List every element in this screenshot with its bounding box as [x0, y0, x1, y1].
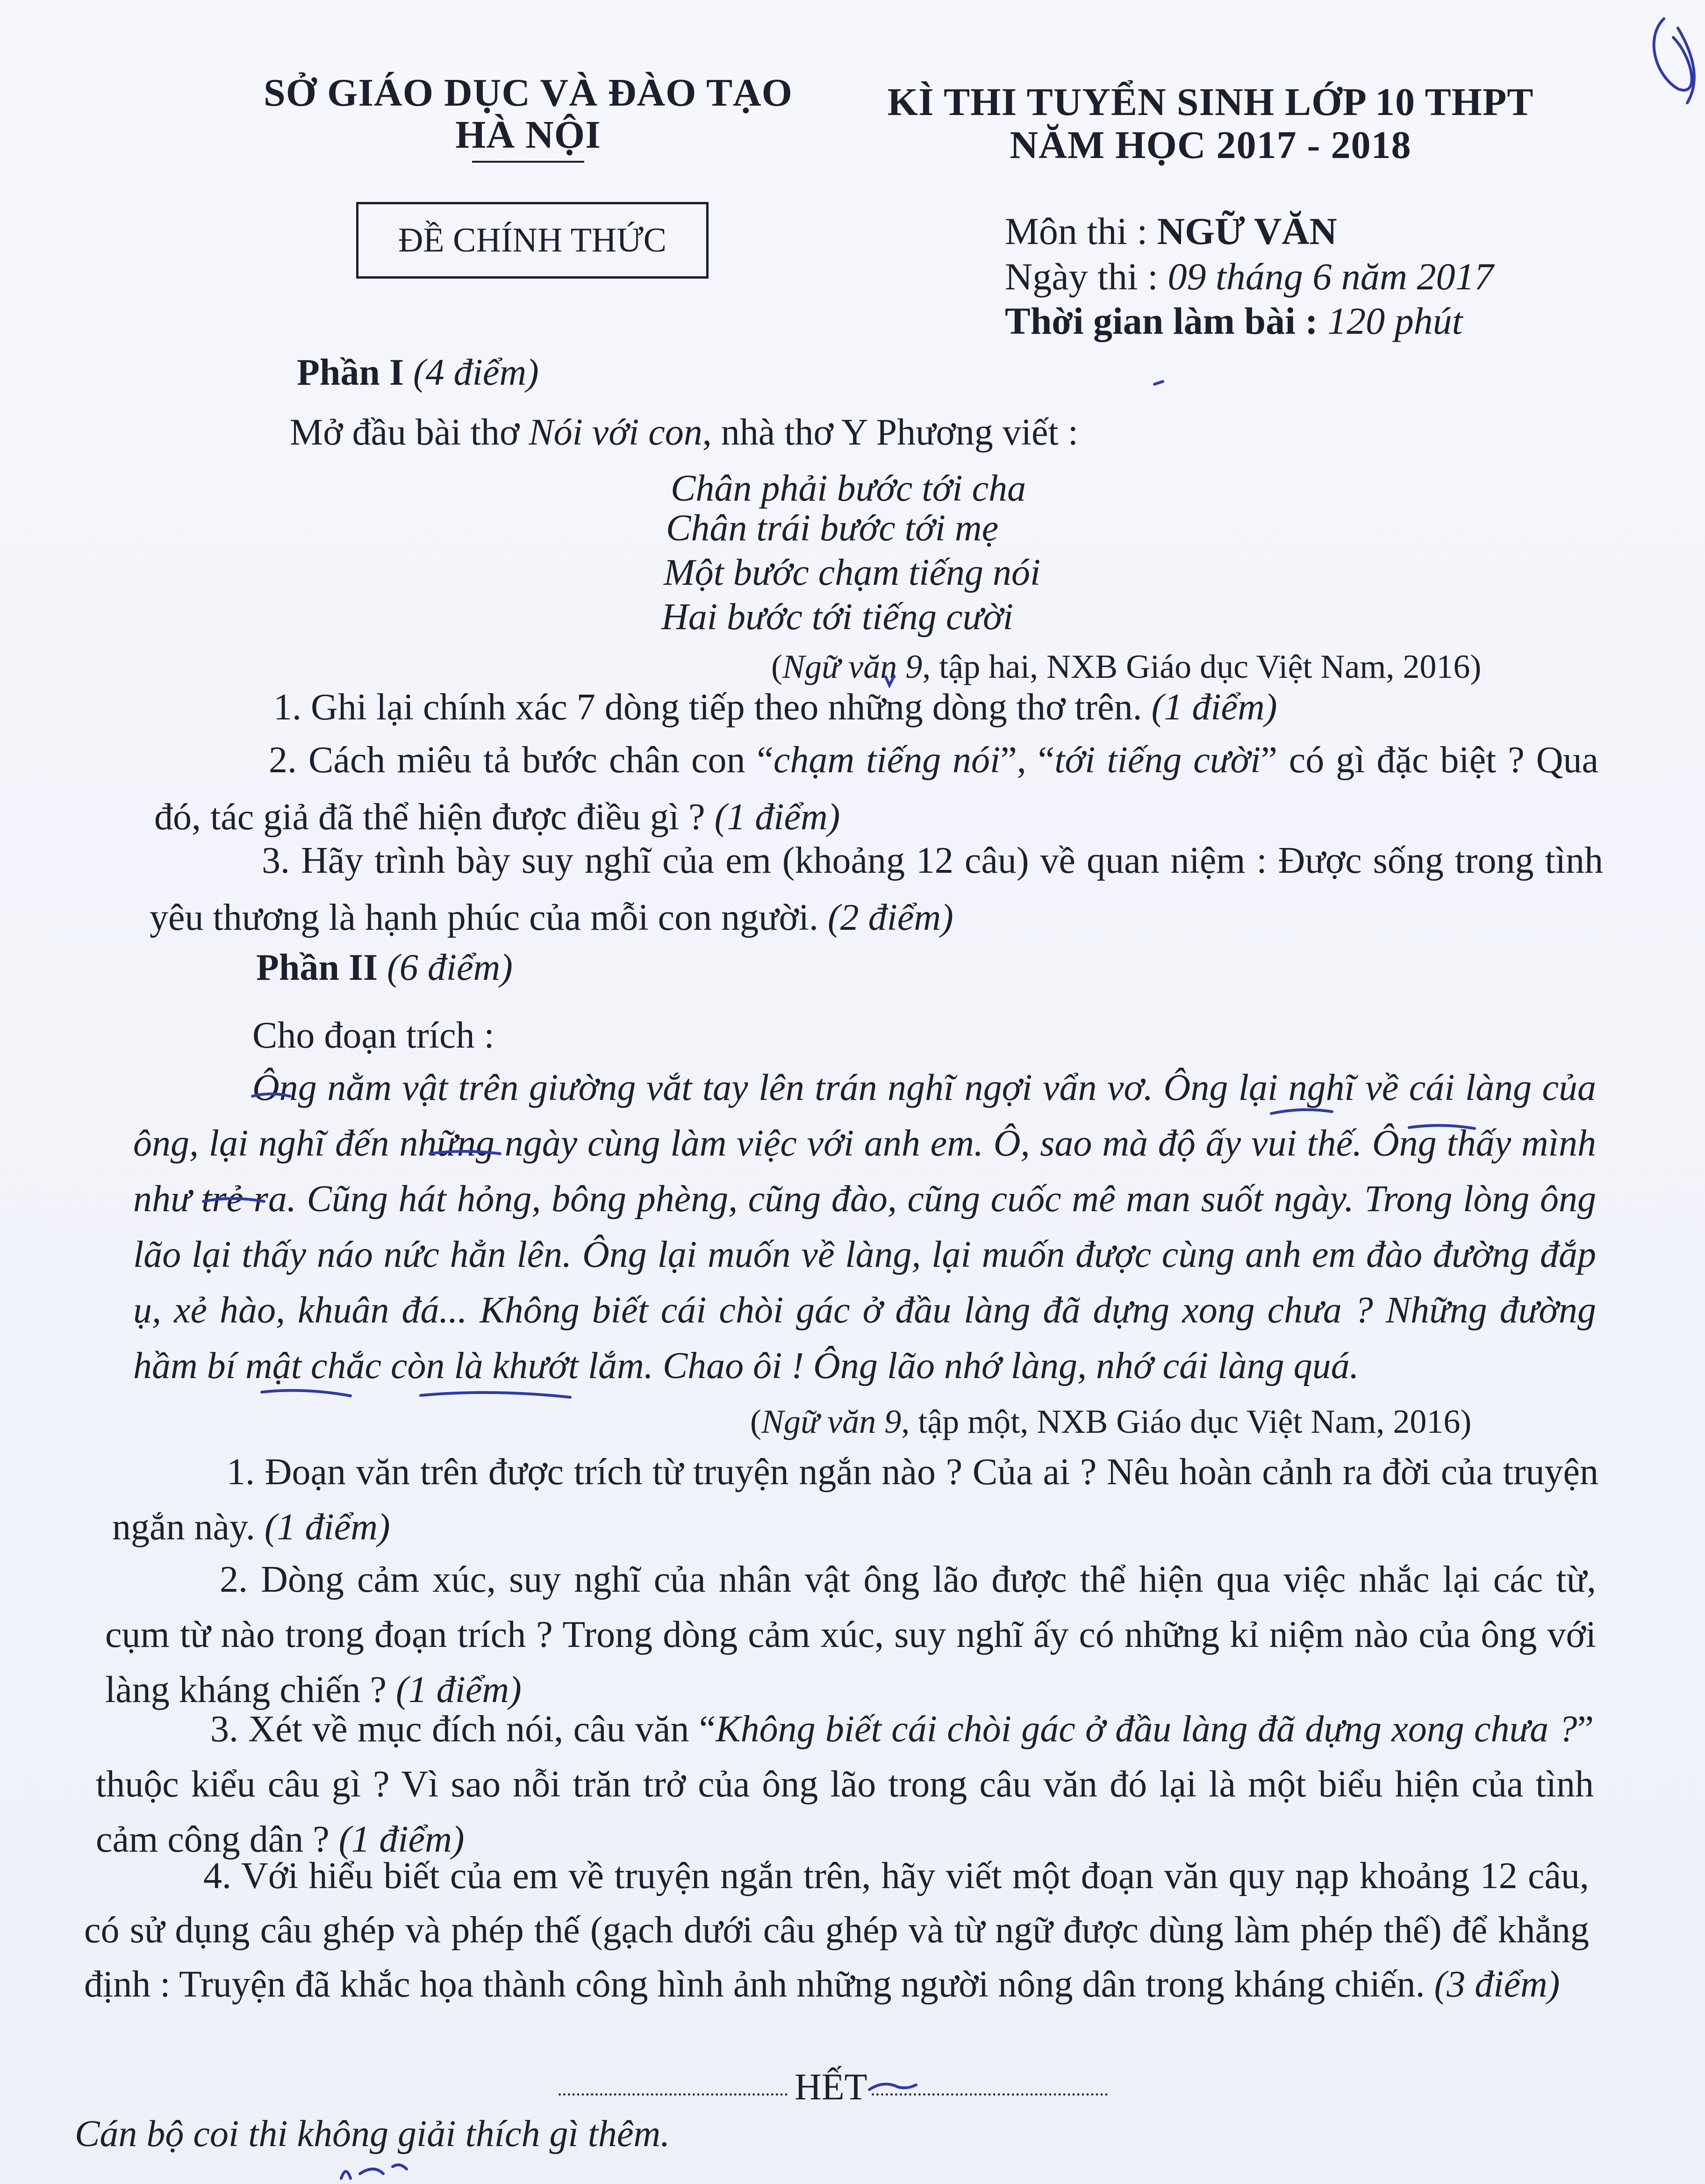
handwriting-scribble-icon — [341, 2165, 407, 2178]
date-label: Ngày thi : — [1005, 255, 1158, 298]
city-name: HÀ NỘI — [455, 113, 601, 157]
part1-intro-before: Mở đầu bài thơ — [290, 412, 529, 453]
source-open: ( — [750, 1403, 761, 1440]
department-name: SỞ GIÁO DỤC VÀ ĐÀO TẠO — [263, 71, 793, 115]
subject-value: NGỮ VĂN — [1157, 210, 1337, 252]
underline-mark — [1271, 1110, 1332, 1114]
source-rest: , tập hai, NXB Giáo dục Việt Nam, 2016) — [922, 648, 1482, 685]
underline-mark — [430, 1151, 500, 1154]
question-text: 1. Ghi lại chính xác 7 dòng tiếp theo những dòng thơ trên. — [273, 687, 1152, 728]
question-points: (1 điểm) — [338, 1819, 465, 1860]
question-text: 4. Với hiểu biết của em về truyện ngắn trên, hãy viết một đoạn văn quy nạp khoảng 12 câu, có sử dụng câu ghép và phép thế (gạch dưới câu ghép và từ ngữ được dùng làm phép thế) để khẳng định : Truyện đã khắc họa thành công hình ảnh những người nông dân trong kháng chiến. — [84, 1855, 1589, 2005]
source-open: ( — [771, 648, 782, 685]
part2-points: (6 điểm) — [387, 947, 513, 988]
question-points: (1 điểm) — [1151, 687, 1277, 728]
excerpt-passage: Ông nằm vật trên giường vắt tay lên trán nghĩ ngợi vẩn vơ. Ông lại nghĩ về cái làng của ông, lại nghĩ đến những ngày cùng làm việc với anh em. Ô, sao mà độ ấy vui thế. Ông thấy mình như trẻ ra. Cũng hát hỏng, bông phèng, cũng đào, cũng cuốc mê man suốt ngày. Trong lòng ông lão lại thấy náo nức hẳn lên. Ông lại muốn về làng, lại muốn được cùng anh em đào đường đắp ụ, xẻ hào, khuân đá... Không biết cái chòi gác ở đầu làng đã dựng xong chưa ? Những đường hầm bí mật chắc còn là khướt lắm. Chao ôi ! Ông lão nhớ làng, nhớ cái làng quá. — [133, 1067, 1596, 1387]
q3-text-c: ” thuộc kiểu câu gì ? Vì sao nỗi trăn trở của ông lão trong câu văn đó lại là một biểu hiện của tình cảm công dân ? — [96, 1709, 1594, 1860]
date-value: 09 tháng 6 năm 2017 — [1168, 255, 1494, 298]
underline-mark — [262, 1390, 351, 1396]
question-points: (3 điểm) — [1434, 1964, 1560, 2005]
q2-text-a: 2. Cách miêu tả bước chân con “ — [269, 740, 774, 781]
q3-text-a: 3. Xét về mục đích nói, câu văn “ — [210, 1709, 716, 1750]
source-book: Ngữ văn 9 — [782, 648, 923, 685]
q2-quote-2: tới tiếng cười — [1054, 740, 1261, 781]
school-year: NĂM HỌC 2017 - 2018 — [1010, 123, 1411, 167]
q2-text-e: ” có gì đặc biệt ? Qua đó, tác giả đã thể hiện được điều gì ? — [154, 740, 1599, 838]
end-marker: HẾT — [795, 2067, 867, 2108]
time-value: 120 phút — [1327, 300, 1463, 342]
question-points: (1 điểm) — [714, 797, 840, 838]
question-points: (2 điểm) — [828, 897, 953, 938]
ink-check-icon — [886, 676, 894, 685]
underline-mark — [252, 1094, 290, 1096]
time-label: Thời gian làm bài : — [1005, 300, 1318, 342]
poem-title: Nói với con — [529, 412, 702, 453]
invigilator-note: Cán bộ coi thi không giải thích gì thêm. — [75, 2113, 670, 2155]
ink-squiggle-icon — [869, 2084, 916, 2090]
q2-text-c: ”, “ — [1000, 740, 1055, 781]
verse-line: Chân trái bước tới mẹ — [666, 508, 999, 549]
underline-mark — [421, 1393, 570, 1397]
verse-line: Chân phải bước tới cha — [671, 468, 1026, 509]
q2-quote-1: chạm tiếng nói — [773, 740, 1001, 781]
source-rest: , tập một, NXB Giáo dục Việt Nam, 2016) — [901, 1403, 1472, 1440]
corner-scribble-icon — [1654, 19, 1694, 103]
part2-title: Phần II — [256, 947, 378, 988]
verse-line: Một bước chạm tiếng nói — [664, 552, 1041, 593]
part1-title: Phần I — [297, 352, 404, 393]
underline-mark — [203, 1199, 264, 1201]
official-exam-label: ĐỀ CHÍNH THỨC — [398, 221, 667, 259]
question-text: 2. Dòng cảm xúc, suy nghĩ của nhân vật ông lão được thể hiện qua việc nhắc lại các từ, cụm từ nào trong đoạn trích ? Trong dòng cảm xúc, suy nghĩ ấy có những kỉ niệm nào của ông với làng kháng chiến ? — [105, 1559, 1596, 1710]
verse-line: Hai bước tới tiếng cười — [661, 596, 1014, 638]
question-points: (1 điểm) — [396, 1669, 522, 1710]
q3-quote: Không biết cái chòi gác ở đầu làng đã dựng xong chưa ? — [716, 1709, 1577, 1750]
part2-intro: Cho đoạn trích : — [252, 1015, 494, 1056]
source-book: Ngữ văn 9 — [761, 1403, 902, 1440]
part1-intro-after: , nhà thơ Y Phương viết : — [702, 412, 1078, 453]
question-text: 1. Đoạn văn trên được trích từ truyện ngắn nào ? Của ai ? Nêu hoàn cảnh ra đời của truyện ngắn này. — [112, 1451, 1598, 1548]
underline-mark — [1409, 1125, 1475, 1128]
part1-points: (4 điểm) — [413, 352, 539, 393]
ink-dot-icon — [1154, 381, 1163, 384]
question-text: 3. Hãy trình bày suy nghĩ của em (khoảng 12 câu) về quan niệm : Được sống trong tình yêu thương là hạnh phúc của mỗi con người. — [150, 840, 1603, 938]
exam-title: KÌ THI TUYỂN SINH LỚP 10 THPT — [887, 80, 1534, 124]
question-points: (1 điểm) — [264, 1507, 390, 1548]
subject-label: Môn thi : — [1005, 210, 1148, 252]
